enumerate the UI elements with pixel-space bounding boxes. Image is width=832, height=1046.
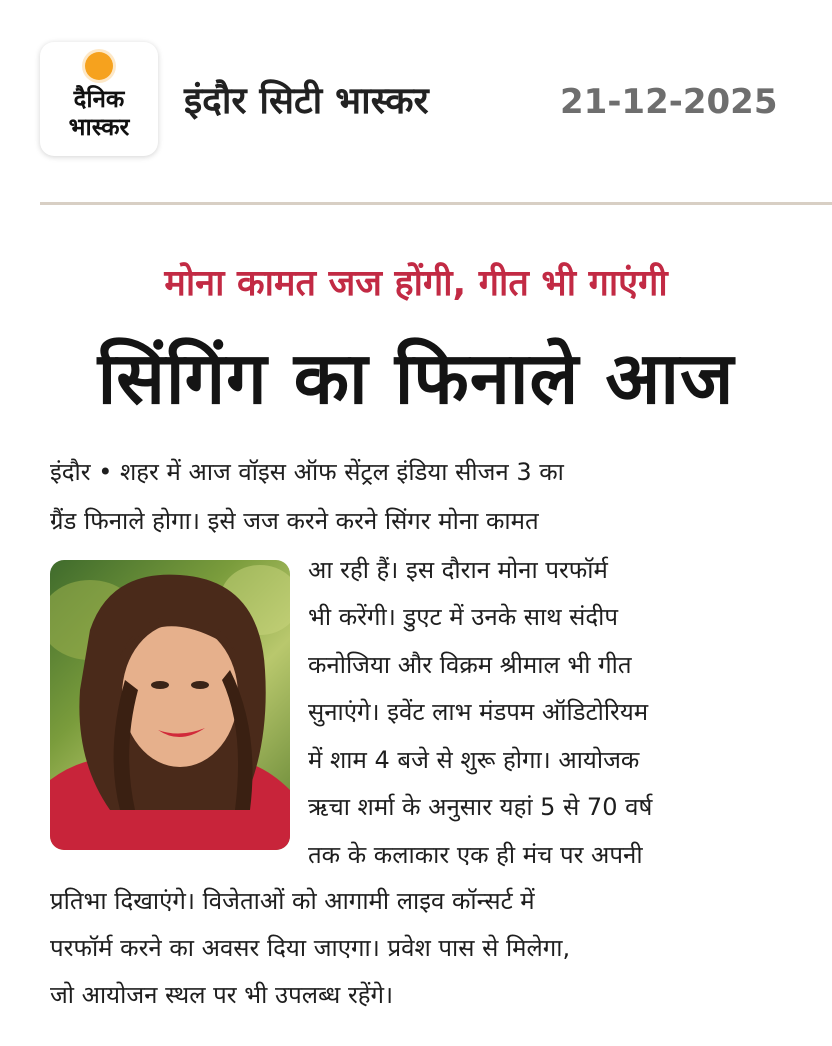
article-line: आ रही हैं। इस दौरान मोना परफॉर्म [308, 556, 608, 584]
article-line: ऋचा शर्मा के अनुसार यहां 5 से 70 वर्ष [308, 793, 653, 821]
publication-date: 21-12-2025 [560, 82, 778, 122]
article-line: परफॉर्म करने का अवसर दिया जाएगा। प्रवेश पास से मिलेगा, [50, 934, 571, 962]
logo-text-line2: भास्कर [68, 113, 130, 141]
article-line: इंदौर • शहर में आज वॉइस ऑफ सेंट्रल इंडिया सीजन 3 का [50, 458, 564, 486]
article-line: तक के कलाकार एक ही मंच पर अपनी [308, 841, 643, 869]
article-headline: सिंगिंग का फिनाले आज [97, 336, 735, 420]
header-divider [40, 202, 832, 205]
sun-icon [85, 52, 113, 80]
article-line: कनोजिया और विक्रम श्रीमाल भी गीत [308, 651, 632, 679]
publication-title: इंदौर सिटी भास्कर [184, 79, 429, 122]
dainik-bhaskar-logo [40, 42, 158, 156]
article-line: सुनाएंगे। इवेंट लाभ मंडपम ऑडिटोरियम [308, 698, 649, 726]
singer-photo [50, 560, 290, 850]
article-kicker: मोना कामत जज होंगी, गीत भी गाएंगी [164, 263, 668, 304]
article-line: प्रतिभा दिखाएंगे। विजेताओं को आगामी लाइव कॉन्सर्ट में [50, 887, 535, 915]
article-line: ग्रैंड फिनाले होगा। इसे जज करने करने सिंगर मोना कामत [50, 507, 539, 535]
article-line: भी करेंगी। डुएट में उनके साथ संदीप [308, 603, 618, 631]
article-line: जो आयोजन स्थल पर भी उपलब्ध रहेंगे। [50, 981, 394, 1009]
portrait-illustration [50, 560, 290, 850]
article-line: में शाम 4 बजे से शुरू होगा। आयोजक [308, 746, 640, 774]
logo-text-line1: दैनिक [73, 85, 125, 113]
newspaper-header [0, 0, 832, 200]
